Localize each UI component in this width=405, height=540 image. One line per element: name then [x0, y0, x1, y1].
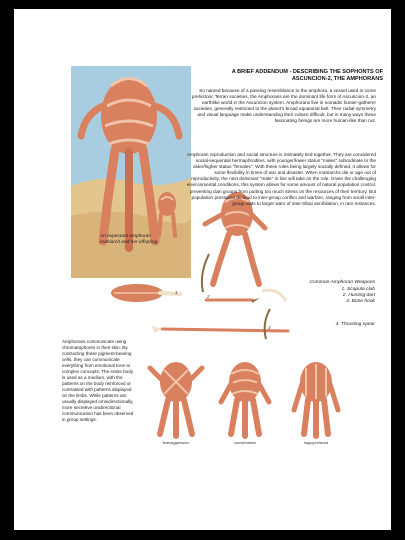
heading-line-2: ASCUNCION-2, THE AMPHORANS: [291, 76, 383, 82]
article-heading: [187, 69, 383, 83]
pose-conversation-illustration: [215, 354, 275, 440]
heading-line-1: A BRIEF ADDENDUM - DESCRIBING THE SOPHONTS OF: [231, 69, 383, 75]
weapons-illustration: [102, 279, 292, 341]
reproduction-paragraph: Amphoran reproduction and social structure is intimately tied together. They are considered social-sequential hermaphrodites, with younger/lower status "males" subordinate to the older/higher status "females". With these roles being largely socially defined, it allows for some flexibility in times of war and disaster. When matriarchs die or age out of reproductivity, the next dominant "male" in line will take on the role. Given the challenging environmental conditions, this system allows for some amount of natural population control, preventing clan groups from putting too much stress on the resources of their territory. But population pressures do lead to inter-group conflict and warfare, ranging from small inter-group raids to larger wars of inter-tribal annihilation, in rare instances.: [186, 152, 376, 206]
weapon-number-2: 2: [207, 294, 210, 299]
weapon-item-1: 1. Scapula club: [341, 287, 375, 292]
pose-caption-2: conversation: [233, 440, 257, 445]
chromatophores-paragraph: Amphorans communicate using chromatophores in their skin. By contracting these pigment-bearing cells, they can communicate everything from emotional tone to complex concepts. The entire body is used as a medium, with the patterns on the body reinforced or contrasted with patterns displayed on the limbs. While patterns are usually displayed omnidirectionally, more secretive unidirectional communication has been observed in group settings.: [62, 339, 134, 422]
pose-caption-1: fear/aggression: [162, 440, 190, 445]
intro-paragraph: So named because of a passing resemblance to the amphora, a vessel used in some prehistoric Terran societies, the Amphorans are the dominant life form of Ascuncion-2, an earthlike world in the Ascuncion system. Amphorans live in nomadic hunter-gatherer societies, generally restricted to the planet's broad equatorial belt. Their radial symmetry and visual language make understanding their culture difficult, but in many ways these fascinating beings are more human-like than not.: [191, 88, 376, 124]
pose-caption-3: happy/relaxed: [303, 440, 329, 445]
weapon-number-3: 3: [268, 325, 271, 330]
weapon-item-3: 3. Bone hook: [346, 299, 375, 305]
weapon-number-1: 1: [175, 290, 178, 295]
document-page: [14, 9, 391, 530]
weapons-title: Common Amphoran Weapons: [309, 280, 375, 285]
weapon-item-2: 2. Hunting dart: [342, 293, 375, 299]
weapon-item-4: 4. Thrusting spear: [335, 322, 375, 327]
pose-fear-aggression-illustration: [146, 354, 206, 440]
pose-happy-relaxed-illustration: [286, 354, 346, 440]
matriarch-caption: An expectant amphoran matriarch and her offspring.: [100, 234, 159, 246]
